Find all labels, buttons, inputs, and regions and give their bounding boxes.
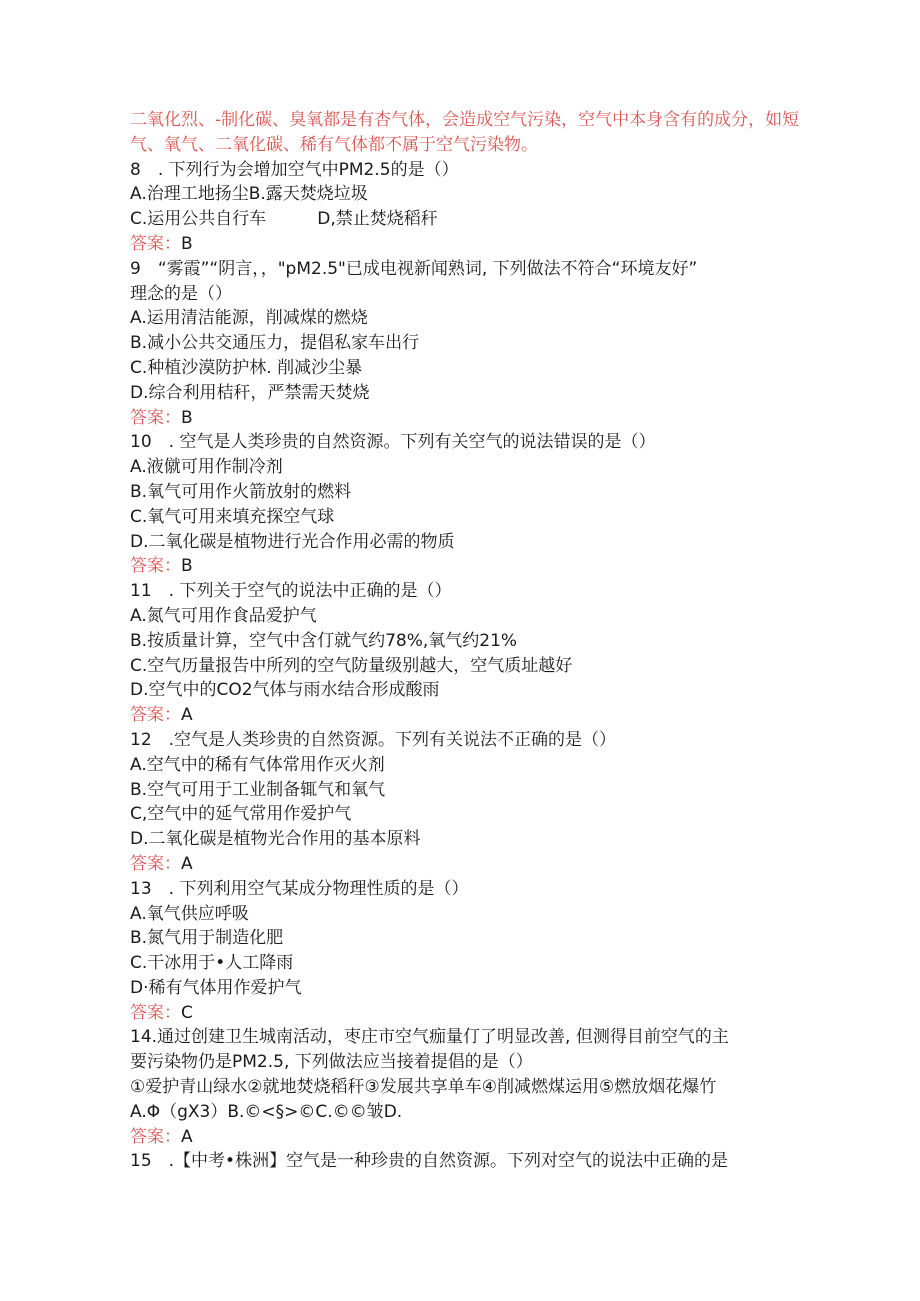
question-option: A.液僦可用作制冷剂 (130, 457, 283, 478)
question-option: A.Φ（gX3）B.©<§>©C.©©皱D. (130, 1101, 403, 1122)
question-option: C.干冰用于•人工降雨 (130, 953, 294, 974)
explanation-text: 二氧化烈、-制化碳、臭氧都是有杏气体，会造成空气污染，空气中本身含有的成分，如短气、氧气、二氧化碳、稀有气体都不属于空气污染物。 (130, 110, 800, 155)
question-option: B.氮气用于制造化肥 (130, 928, 284, 949)
question-option: ①爱护青山绿水②就地焚烧稻秆③发展共享单车④削减燃煤运用⑤燃放烟花爆竹 (130, 1077, 717, 1098)
question-stem: 8 . 下列行为会增加空气中PM2.5的是（） (130, 159, 459, 180)
question-option: C.氧气可用来填充探空气球 (130, 506, 335, 527)
question-option: A.运用清洁能源，削减煤的燃烧 (130, 308, 368, 329)
question-option: B.减小公共交通压力，提倡私家车出行 (130, 333, 420, 354)
answer-value: C (181, 1002, 193, 1023)
answer-line (130, 1001, 800, 1026)
question-stem: 12 .空气是人类珍贵的自然资源。下列有关说法不正确的是（） (130, 729, 617, 750)
answer-value: A (181, 705, 193, 726)
answer-label: 答案： (130, 407, 181, 428)
question-option: A.空气中的稀有气体常用作灭火剂 (130, 754, 385, 775)
question-option: C.运用公共自行车 D,禁止焚烧稻秆 (130, 209, 438, 230)
question-option: D·稀有气体用作爱护气 (130, 977, 302, 998)
question-option: B.按质量计算，空气中含仃就气约78%,氧气约21% (130, 630, 518, 651)
answer-label: 答案： (130, 853, 181, 874)
question-stem: 14.通过创建卫生城南活动，枣庄市空气痂量仃了明显改善, 但测得目前空气的主 (130, 1027, 729, 1048)
answer-label: 答案： (130, 1002, 181, 1023)
document-body (130, 108, 800, 1174)
answer-line (130, 1125, 800, 1150)
question-stem: 理念的是（） (130, 283, 232, 304)
answer-label: 答案： (130, 1126, 181, 1147)
answer-line (130, 554, 800, 579)
question-stem: 10 . 空气是人类珍贵的自然资源。下列有关空气的说法错误的是（） (130, 432, 656, 453)
question-stem: 11 . 下列关于空气的说法中正确的是（） (130, 581, 452, 602)
answer-line (130, 703, 800, 728)
answer-line (130, 232, 800, 257)
question-option: D.空气中的CO2气体与雨水结合形成酸雨 (130, 680, 440, 701)
question-stem: 9 “雾霞”“阴言，，"pM2.5"已成电视新闻熟词, 下列做法不符合“环境友好” (130, 258, 698, 279)
answer-label: 答案： (130, 556, 181, 577)
answer-value: A (181, 1126, 193, 1147)
answer-value: B (181, 233, 193, 254)
question-option: B.氧气可用作火箭放射的燃料 (130, 481, 352, 502)
answer-line (130, 852, 800, 877)
question-option: C,空气中的延气常用作爱护气 (130, 804, 352, 825)
question-option: C.种植沙漠防护林. 削减沙尘暴 (130, 357, 363, 378)
question-option: D.综合利用桔秆，严禁需天焚烧 (130, 382, 370, 403)
question-option: B.空气可用于工业制备辄气和氧气 (130, 779, 386, 800)
answer-label: 答案： (130, 233, 181, 254)
question-option: A.氧气供应呼吸 (130, 903, 249, 924)
answer-value: B (181, 407, 193, 428)
question-stem: 要污染物仍是PM2.5, 下列做法应当接着提倡的是（） (130, 1052, 533, 1073)
answer-value: A (181, 853, 193, 874)
question-stem: 15 .【中考•株洲】空气是一种珍贵的自然资源。下列对空气的说法中正确的是 (130, 1151, 729, 1172)
answer-value: B (181, 556, 193, 577)
answer-line (130, 406, 800, 431)
question-option: A.氮气可用作食品爱护气 (130, 605, 317, 626)
question-option: D.二氧化碳是植物光合作用的基本原料 (130, 829, 421, 850)
question-option: D.二氧化碳是植物进行光合作用必需的物质 (130, 531, 455, 552)
question-option: C.空气历量报告中所列的空气防量级别越大，空气质址越好 (130, 655, 573, 676)
question-stem: 13 . 下列利用空气某成分物理性质的是（） (130, 878, 469, 899)
question-option: A.治理工地扬尘B.露天焚烧垃圾 (130, 184, 368, 205)
answer-label: 答案： (130, 705, 181, 726)
